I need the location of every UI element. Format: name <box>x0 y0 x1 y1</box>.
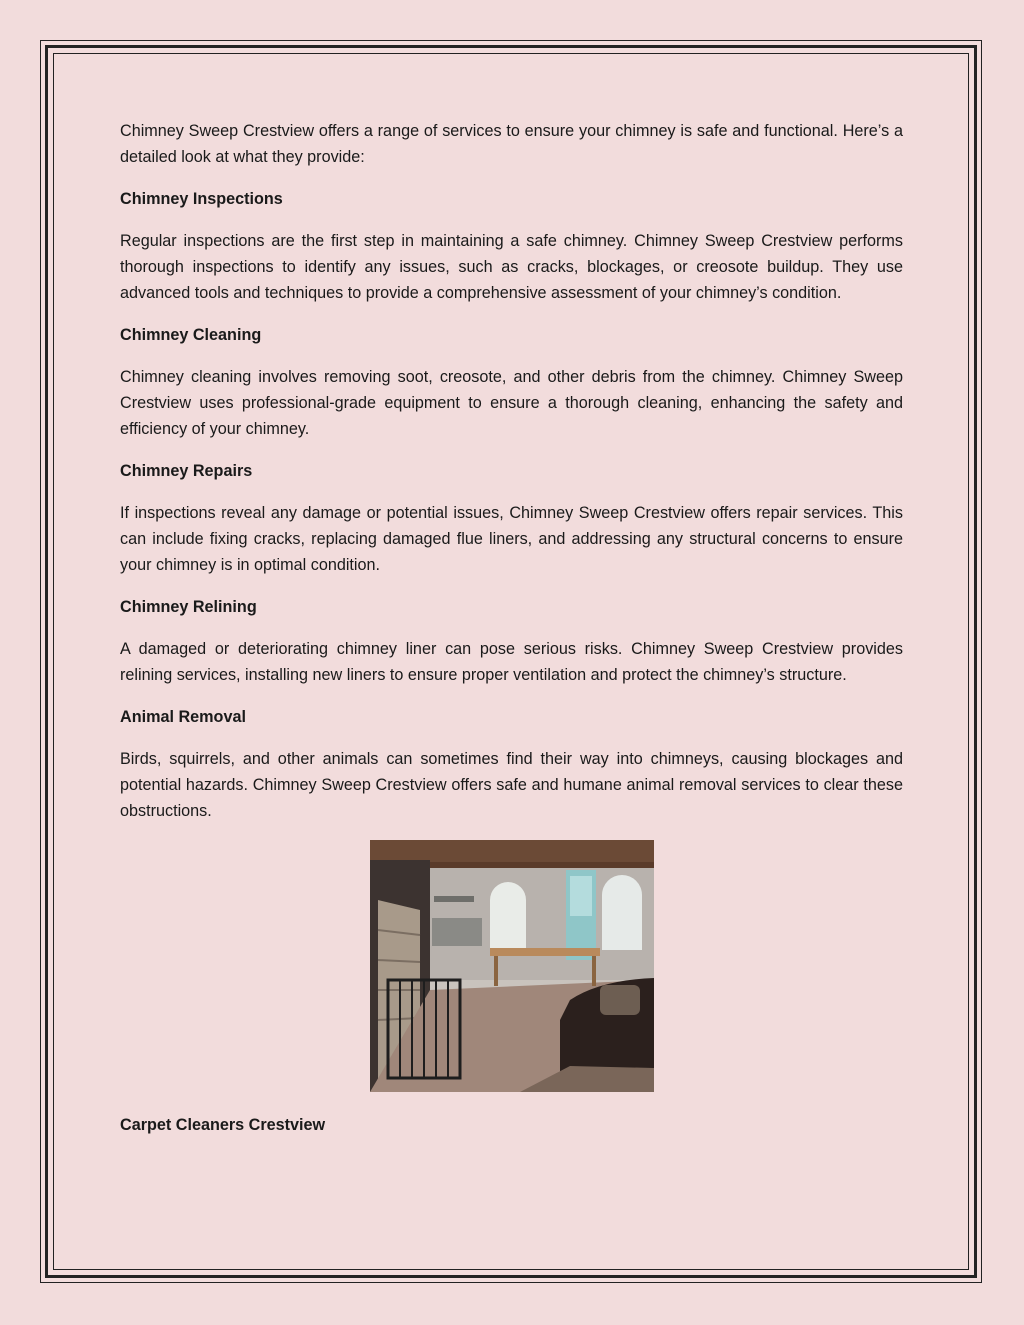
paragraph-chimney-repairs: If inspections reveal any damage or potential issues, Chimney Sweep Crestview offers repair services. This can include fixing cracks, replacing damaged flue liners, and addressing any structural concerns to ensure your chimney is in optimal condition. <box>120 504 903 574</box>
document-body <box>120 118 903 1154</box>
paragraph-chimney-cleaning: Chimney cleaning involves removing soot, creosote, and other debris from the chimney. Chimney Sweep Crestview uses professional-grade equipment to ensure a thorough cleaning, enhancing the safety and efficiency of your chimney. <box>120 368 903 438</box>
heading-chimney-inspections: Chimney Inspections <box>120 190 283 208</box>
paragraph-animal-removal: Birds, squirrels, and other animals can sometimes find their way into chimneys, causing blockages and potential hazards. Chimney Sweep Crestview offers safe and humane animal removal services to clear these obstructions. <box>120 750 903 820</box>
intro-paragraph: Chimney Sweep Crestview offers a range of services to ensure your chimney is safe and functional. Here’s a detailed look at what they provide: <box>120 122 903 166</box>
heading-animal-removal: Animal Removal <box>120 708 246 726</box>
heading-chimney-cleaning: Chimney Cleaning <box>120 326 262 344</box>
interior-photo <box>370 840 654 1092</box>
paragraph-chimney-inspections: Regular inspections are the first step in maintaining a safe chimney. Chimney Sweep Crestview performs thorough inspections to identify any issues, such as cracks, blockages, or creosote buildup. They use advanced tools and techniques to provide a comprehensive assessment of your chimney’s condition. <box>120 232 903 302</box>
heading-chimney-relining: Chimney Relining <box>120 598 257 616</box>
heading-carpet-cleaners: Carpet Cleaners Crestview <box>120 1116 326 1134</box>
heading-chimney-repairs: Chimney Repairs <box>120 462 253 480</box>
paragraph-chimney-relining: A damaged or deteriorating chimney liner can pose serious risks. Chimney Sweep Crestview provides relining services, installing new liners to ensure proper ventilation and protect the chimney’s structure. <box>120 640 903 684</box>
photo-container <box>120 840 903 1092</box>
